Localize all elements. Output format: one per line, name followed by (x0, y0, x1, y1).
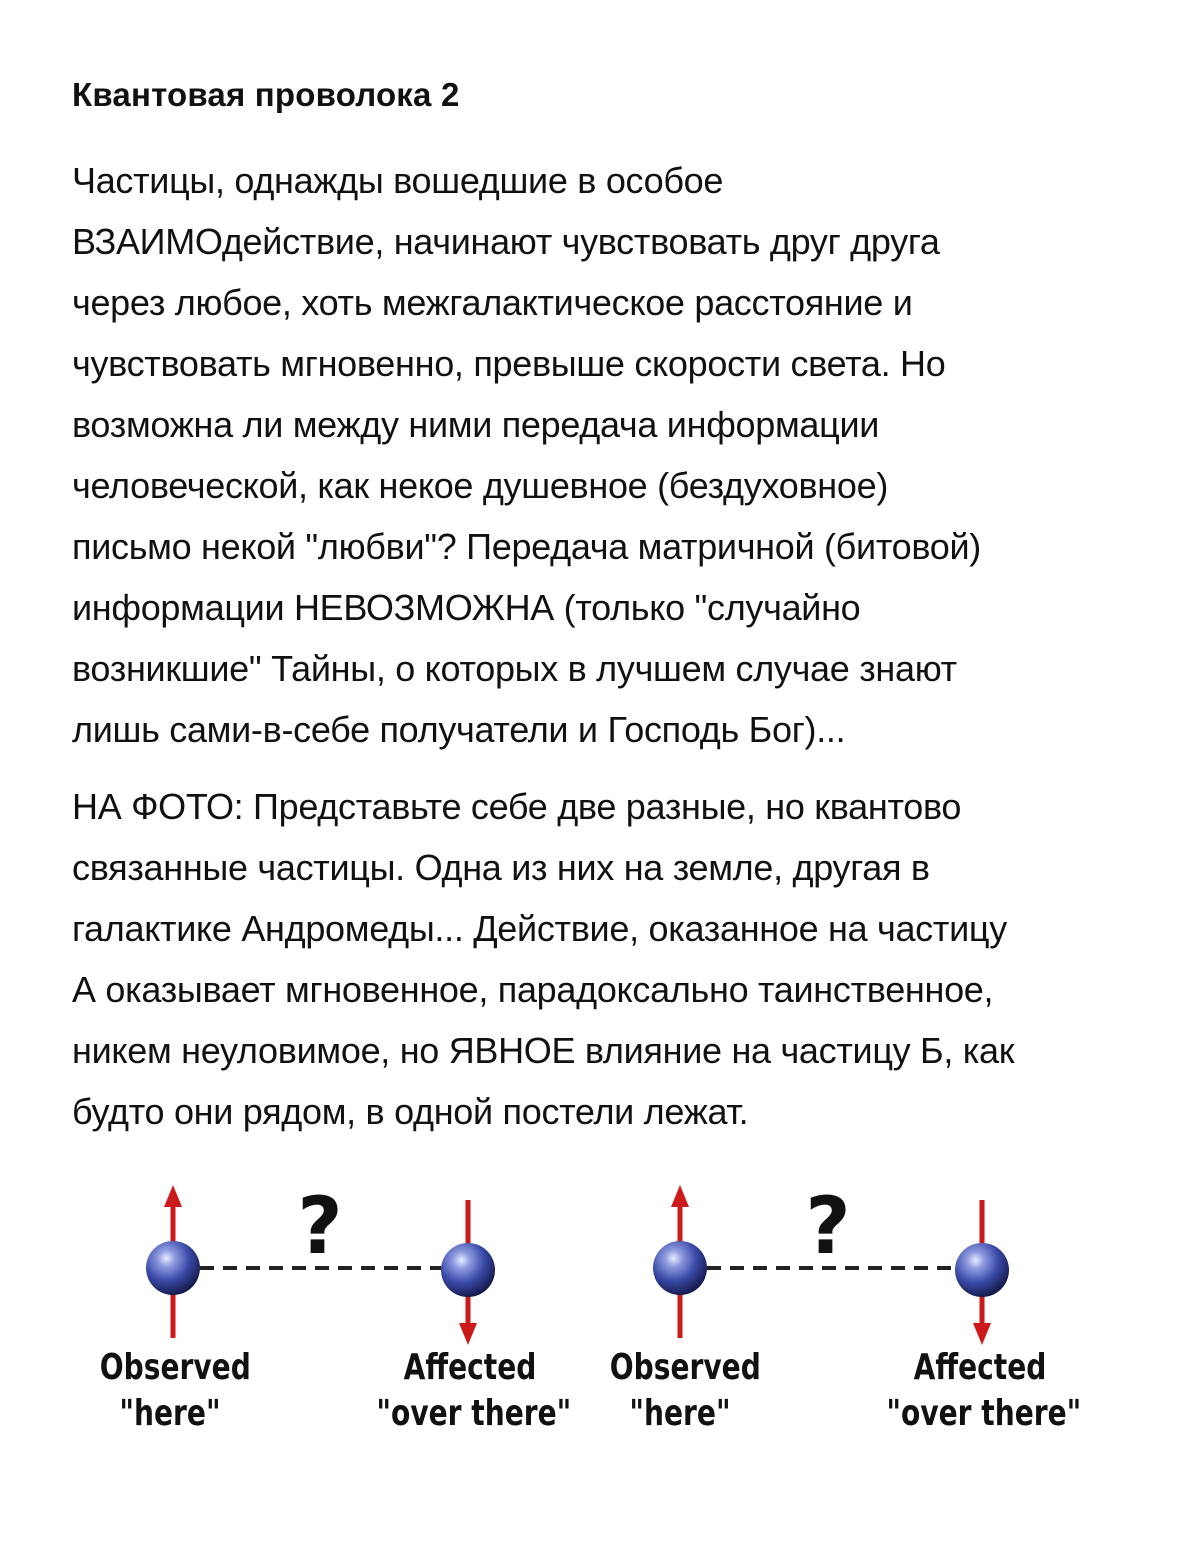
text-line: человеческой, как некое душевное (бездуховное) (72, 465, 889, 506)
particle-affected (441, 1243, 495, 1297)
question-mark: ? (805, 1182, 851, 1272)
question-mark: ? (297, 1182, 343, 1272)
text-line: возникшие" Тайны, о которых в лучшем случае знают (72, 648, 957, 689)
entanglement-illustration (60, 1175, 1140, 1475)
arrow-down-icon (973, 1323, 991, 1345)
caption-line: "over there" (376, 1393, 572, 1434)
caption-line: Affected (403, 1347, 537, 1388)
text-line: Частицы, однажды вошедшие в особое (72, 160, 724, 201)
arrow-up-icon (164, 1185, 182, 1207)
text-line: чувствовать мгновенно, превыше скорости света. Но (72, 343, 946, 384)
text-line: связанные частицы. Одна из них на земле, другая в (72, 847, 930, 888)
caption-observed-1 (99, 1345, 251, 1437)
text-line: будто они рядом, в одной постели лежат. (72, 1091, 749, 1132)
text-line: через любое, хоть межгалактическое расстояние и (72, 282, 913, 323)
paragraph-intro (72, 150, 1132, 760)
text-line: А оказывает мгновенное, парадоксально таинственное, (72, 969, 994, 1010)
caption-line: "over there" (886, 1393, 1082, 1434)
particle-affected (955, 1243, 1009, 1297)
paragraph-photo-caption (72, 776, 1132, 1142)
caption-line: "here" (119, 1393, 221, 1434)
particle-observed (146, 1241, 200, 1295)
arrow-up-icon (671, 1185, 689, 1207)
text-line: НА ФОТО: Представьте себе две разные, но квантово (72, 786, 962, 827)
arrow-down-icon (459, 1323, 477, 1345)
caption-observed-2 (609, 1345, 761, 1437)
caption-line: "here" (629, 1393, 731, 1434)
text-line: письмо некой "любви"? Передача матричной (битовой) (72, 526, 981, 567)
panel-2 (653, 1182, 1009, 1345)
text-line: возможна ли между ними передача информации (72, 404, 880, 445)
text-line: галактике Андромеды... Действие, оказанное на частицу (72, 908, 1007, 949)
caption-line: Affected (913, 1347, 1047, 1388)
particle-observed (653, 1241, 707, 1295)
caption-line: Observed (99, 1347, 251, 1388)
caption-line: Observed (609, 1347, 761, 1388)
panel-1 (146, 1182, 495, 1345)
caption-affected-1 (376, 1345, 572, 1437)
text-line: ВЗАИМОдействие, начинают чувствовать друг друга (72, 221, 940, 262)
text-line: информации НЕВОЗМОЖНА (только "случайно (72, 587, 861, 628)
text-line: никем неуловимое, но ЯВНОЕ влияние на частицу Б, как (72, 1030, 1015, 1071)
page-title: Квантовая проволока 2 (72, 76, 460, 113)
caption-affected-2 (886, 1345, 1082, 1437)
text-line: лишь сами-в-себе получатели и Господь Бог)... (72, 709, 846, 750)
